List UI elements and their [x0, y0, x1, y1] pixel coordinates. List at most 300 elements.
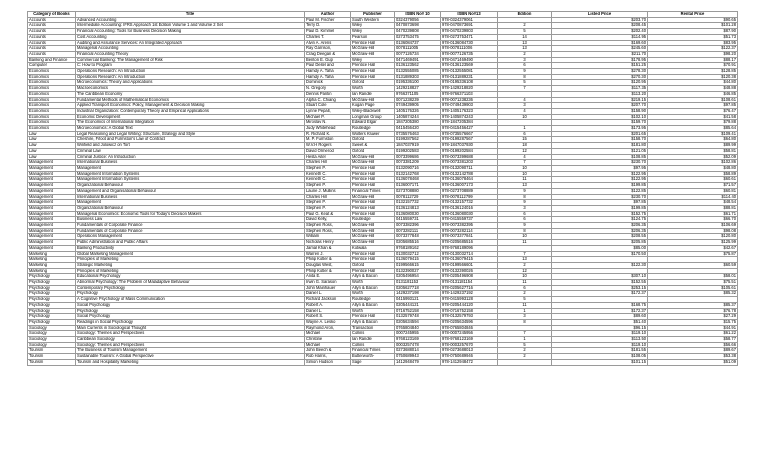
author-cell[interactable]: Kenneth C. [305, 171, 351, 177]
edition-cell[interactable]: 6 [498, 217, 552, 223]
isbn13-cell[interactable]: 978-0205685516 [441, 240, 498, 246]
isbn13-cell[interactable]: 978-0007245956 [441, 331, 498, 337]
isbn13-cell[interactable]: 978-0073282114 [441, 228, 498, 234]
listed-price-cell[interactable]: $172.37 [552, 291, 648, 297]
listed-price-cell[interactable]: $121.05 [552, 148, 648, 154]
publisher-cell[interactable]: Prentice Hall [351, 314, 395, 320]
category-cell[interactable]: Tourism [28, 359, 76, 365]
publisher-cell[interactable]: Prentice Hall [351, 63, 395, 69]
publisher-cell[interactable]: McGraw-Hill [351, 240, 395, 246]
title-cell[interactable]: Public Administration and Public Affairs [76, 240, 305, 246]
category-cell[interactable]: Economics [28, 97, 76, 103]
listed-price-cell[interactable]: $113.20 [552, 91, 648, 97]
isbn10-cell[interactable]: 9768123169 [395, 337, 441, 343]
isbn13-cell[interactable]: 978-0077126735 [441, 51, 498, 57]
column-header-rental-price[interactable]: Rental Price [648, 12, 738, 18]
title-cell[interactable]: Fundamentals of Corporate Finance [76, 228, 305, 234]
isbn10-cell[interactable]: 0750689943 [395, 354, 441, 360]
edition-cell[interactable]: 2 [498, 51, 552, 57]
isbn10-cell[interactable]: 0470239808 [395, 29, 441, 35]
publisher-cell[interactable]: McGraw-Hill [351, 234, 395, 240]
isbn13-cell[interactable]: 978-1405176323 [441, 108, 498, 114]
isbn13-cell[interactable]: 978-1405874243 [441, 114, 498, 120]
author-cell[interactable]: Raymond Aron, [305, 325, 351, 331]
column-header-publisher[interactable]: Publisher [351, 12, 395, 18]
author-cell[interactable]: Paul Deitel and [305, 63, 351, 69]
category-cell[interactable]: Law [28, 131, 76, 137]
publisher-cell[interactable]: Prentice Hall [351, 165, 395, 171]
isbn10-cell[interactable]: 0735576463 [395, 131, 441, 137]
author-cell[interactable]: John Mainhauer [305, 285, 351, 291]
isbn13-cell[interactable]: 978-0136079415 [441, 257, 498, 263]
category-cell[interactable]: Banking and Finance [28, 57, 76, 63]
publisher-cell[interactable]: Collins [351, 331, 395, 337]
author-cell[interactable]: Hamdy A. Taha [305, 69, 351, 75]
author-cell[interactable]: Dennis Pantin [305, 91, 351, 97]
rental-price-cell[interactable]: $85.32 [648, 291, 738, 297]
isbn10-cell[interactable]: 0324379056 [395, 17, 441, 23]
edition-cell[interactable]: 7 [498, 160, 552, 166]
title-cell[interactable]: Winfield and Jolowicz on Tort [76, 143, 305, 149]
title-cell[interactable]: International Business [76, 160, 305, 166]
isbn13-cell[interactable]: 978-0273753471 [441, 34, 498, 40]
listed-price-cell[interactable]: $170.50 [552, 251, 648, 257]
edition-cell[interactable]: 5 [498, 29, 552, 35]
listed-price-cell[interactable]: $203.70 [552, 17, 648, 23]
isbn10-cell[interactable]: 0136123562 [395, 63, 441, 69]
category-cell[interactable]: Economics [28, 86, 76, 92]
rental-price-cell[interactable]: $101.28 [648, 23, 738, 29]
title-cell[interactable]: A Cognitive Psychology of Mass Communication [76, 297, 305, 303]
author-cell[interactable]: Kenneth C. [305, 177, 351, 183]
publisher-cell[interactable]: Prentice Hall [351, 251, 395, 257]
category-cell[interactable]: Tourism [28, 354, 76, 360]
rental-price-cell[interactable]: $44.80 [648, 80, 738, 86]
rental-price-cell[interactable]: $27.29 [648, 314, 738, 320]
author-cell[interactable]: Philip Kotler & [305, 257, 351, 263]
edition-cell[interactable]: 2 [498, 348, 552, 354]
category-cell[interactable]: Management [28, 183, 76, 189]
isbn13-cell[interactable]: 978-0131889231 [441, 74, 498, 80]
rental-price-cell[interactable]: $44.91 [648, 325, 738, 331]
rental-price-cell[interactable]: $83.95 [648, 40, 738, 46]
listed-price-cell[interactable]: $245.60 [552, 46, 648, 52]
isbn13-cell[interactable]: 978-0749439903 [441, 103, 498, 109]
category-cell[interactable]: Accounts [28, 34, 76, 40]
listed-price-cell[interactable]: $96.15 [552, 325, 648, 331]
listed-price-cell[interactable]: $124.75 [552, 217, 648, 223]
category-cell[interactable]: Sociology [28, 342, 76, 348]
publisher-cell[interactable]: Oxford [351, 137, 395, 143]
rental-price-cell[interactable]: $64.80 [648, 137, 738, 143]
title-cell[interactable]: Sociology: Themes and Perspectives [76, 331, 305, 337]
isbn10-cell[interactable]: 0073382396 [395, 223, 441, 229]
rental-price-cell[interactable]: $15.75 [648, 319, 738, 325]
edition-cell[interactable]: 9 [498, 223, 552, 229]
author-cell[interactable]: Alvin A. Arens [305, 40, 351, 46]
listed-price-cell[interactable]: $122.95 [552, 177, 648, 183]
isbn13-cell[interactable]: 978-0136007173 [441, 183, 498, 189]
isbn10-cell[interactable]: 0136084737 [395, 40, 441, 46]
isbn13-cell[interactable]: 978-1847037930 [441, 143, 498, 149]
category-cell[interactable]: Economics [28, 80, 76, 86]
listed-price-cell[interactable]: $178.95 [552, 57, 648, 63]
author-cell[interactable]: Benton E. Gup [305, 57, 351, 63]
rental-price-cell[interactable]: $109.41 [648, 131, 738, 137]
publisher-cell[interactable]: Financial Times [351, 348, 395, 354]
edition-cell[interactable]: 6 [498, 211, 552, 217]
title-cell[interactable]: Microeconomics: Theory and Applications [76, 80, 305, 86]
publisher-cell[interactable]: Oxford [351, 262, 395, 268]
author-cell[interactable]: Ray Garrison, [305, 46, 351, 52]
category-cell[interactable]: Marketing [28, 257, 76, 263]
isbn13-cell[interactable]: 978-0132579793 [441, 314, 498, 320]
isbn10-cell[interactable]: 0205627718 [395, 285, 441, 291]
listed-price-cell[interactable]: $158.90 [552, 108, 648, 114]
edition-cell[interactable]: 2 [498, 23, 552, 29]
edition-cell[interactable]: 4 [498, 108, 552, 114]
isbn13-cell[interactable]: 978-0199202584 [441, 148, 498, 154]
edition-cell[interactable]: 7 [498, 86, 552, 92]
isbn10-cell[interactable]: 0073381209 [395, 160, 441, 166]
title-cell[interactable]: Management Information Systems [76, 177, 305, 183]
edition-cell[interactable]: 5 [498, 342, 552, 348]
isbn13-cell[interactable]: 978-0073382395 [441, 223, 498, 229]
isbn10-cell[interactable]: 0078112729 [395, 194, 441, 200]
rental-price-cell[interactable]: $42.67 [648, 245, 738, 251]
title-cell[interactable]: Commercial Banking: The Management of Risk [76, 57, 305, 63]
edition-cell[interactable]: 1 [498, 337, 552, 343]
publisher-cell[interactable]: Worth [351, 291, 395, 297]
isbn10-cell[interactable]: 0136124813 [395, 205, 441, 211]
category-cell[interactable]: Psychology [28, 308, 76, 314]
category-cell[interactable]: Psychology [28, 291, 76, 297]
isbn13-cell[interactable]: 978-0205634596 [441, 319, 498, 325]
isbn10-cell[interactable]: 0716752158 [395, 308, 441, 314]
rental-price-cell[interactable]: $70.91 [648, 63, 738, 69]
rental-price-cell[interactable]: $125.99 [648, 240, 738, 246]
listed-price-cell[interactable]: $208.45 [552, 23, 648, 29]
isbn10-cell[interactable]: 0136078468 [395, 177, 441, 183]
listed-price-cell[interactable]: $89.60 [552, 314, 648, 320]
category-cell[interactable]: Economics [28, 74, 76, 80]
title-cell[interactable]: Industrial Organization: Contemporary Theory and Empirical Applications [76, 108, 305, 114]
isbn10-cell[interactable]: 0132555085 [395, 69, 441, 75]
author-cell[interactable]: Judy Whitehead [305, 126, 351, 132]
isbn13-cell[interactable]: 978-0195336108 [441, 80, 498, 86]
publisher-cell[interactable]: Routledge [351, 217, 395, 223]
rental-price-cell[interactable]: $61.71 [648, 211, 738, 217]
edition-cell[interactable]: 13 [498, 257, 552, 263]
category-cell[interactable]: Management [28, 205, 76, 211]
category-cell[interactable]: Economics [28, 69, 76, 75]
rental-price-cell[interactable]: $61.22 [648, 331, 738, 337]
isbn10-cell[interactable]: 0415456420 [395, 126, 441, 132]
isbn10-cell[interactable]: 0471469491 [395, 57, 441, 63]
author-cell[interactable]: Terry D. [305, 23, 351, 29]
rental-price-cell[interactable]: $58.77 [648, 337, 738, 343]
title-cell[interactable]: The Caribbean Economy [76, 91, 305, 97]
edition-cell[interactable]: 13 [498, 40, 552, 46]
listed-price-cell[interactable]: $151.25 [552, 63, 648, 69]
title-cell[interactable]: Management Information Systems [76, 171, 305, 177]
isbn13-cell[interactable]: 978-0078111006 [441, 46, 498, 52]
title-cell[interactable]: The Economics of International Integration [76, 120, 305, 126]
isbn10-cell[interactable]: 0205444121 [395, 302, 441, 308]
edition-cell[interactable]: 11 [498, 240, 552, 246]
publisher-cell[interactable]: Prentice Hall [351, 40, 395, 46]
isbn10-cell[interactable]: 9766371105 [395, 91, 441, 97]
category-cell[interactable]: Management [28, 200, 76, 206]
listed-price-cell[interactable]: $208.55 [552, 234, 648, 240]
isbn13-cell[interactable]: 978-0199566601 [441, 262, 498, 268]
title-cell[interactable]: Management [76, 200, 305, 206]
author-cell[interactable]: Rob Harris, [305, 354, 351, 360]
listed-price-cell[interactable]: $119.10 [552, 331, 648, 337]
rental-price-cell[interactable]: $66.70 [648, 217, 738, 223]
isbn10-cell[interactable]: 0273708880 [395, 188, 441, 194]
publisher-cell[interactable]: McGraw-Hill [351, 228, 395, 234]
title-cell[interactable]: International Business [76, 194, 305, 200]
author-cell[interactable]: Hamdy A. Taha [305, 74, 351, 80]
listed-price-cell[interactable]: $152.55 [552, 280, 648, 286]
listed-price-cell[interactable]: $97.95 [552, 165, 648, 171]
edition-cell[interactable]: 1 [498, 126, 552, 132]
rental-price-cell[interactable]: $85.64 [648, 126, 738, 132]
listed-price-cell[interactable]: $102.10 [552, 114, 648, 120]
isbn13-cell[interactable]: 978-0205444120 [441, 302, 498, 308]
author-cell[interactable]: Charles T. [305, 34, 351, 40]
rental-price-cell[interactable]: $120.38 [648, 74, 738, 80]
isbn13-cell[interactable]: 978-0136123569 [441, 63, 498, 69]
rental-price-cell[interactable]: $60.59 [648, 262, 738, 268]
isbn13-cell[interactable]: 978-1429237192 [441, 291, 498, 297]
category-cell[interactable]: Management [28, 211, 76, 217]
listed-price-cell[interactable]: $108.85 [552, 154, 648, 160]
isbn13-cell[interactable]: 978-0003257670 [441, 342, 498, 348]
title-cell[interactable]: Fundamentals of Corporate Finance [76, 223, 305, 229]
edition-cell[interactable]: 2 [498, 262, 552, 268]
publisher-cell[interactable]: Allyn & Bacon [351, 302, 395, 308]
author-cell[interactable]: Anita E. [305, 274, 351, 280]
author-cell[interactable]: Michael [305, 331, 351, 337]
publisher-cell[interactable]: Edward Elgar [351, 120, 395, 126]
author-cell[interactable]: Craig Deegan & [305, 51, 351, 57]
author-cell[interactable]: Charles Hill [305, 160, 351, 166]
author-cell[interactable]: Wayne A. Lesko [305, 319, 351, 325]
edition-cell[interactable]: 12 [498, 148, 552, 154]
edition-cell[interactable]: 3 [498, 103, 552, 109]
category-cell[interactable]: Marketing [28, 262, 76, 268]
listed-price-cell[interactable]: $199.85 [552, 183, 648, 189]
author-cell[interactable]: Richard Jackson [305, 297, 351, 303]
isbn10-cell[interactable]: 0078111005 [395, 46, 441, 52]
category-cell[interactable]: Accounts [28, 40, 76, 46]
isbn10-cell[interactable]: 1405874244 [395, 114, 441, 120]
rental-price-cell[interactable]: $60.81 [648, 188, 738, 194]
edition-cell[interactable]: 10 [498, 274, 552, 280]
publisher-cell[interactable]: Oxford [351, 148, 395, 154]
rental-price-cell[interactable]: $97.85 [648, 103, 738, 109]
rental-price-cell[interactable]: $128.85 [648, 69, 738, 75]
rental-price-cell[interactable]: $108.61 [648, 97, 738, 103]
category-cell[interactable]: Psychology [28, 302, 76, 308]
author-cell[interactable]: Warren J. [305, 251, 351, 257]
title-cell[interactable]: Business Law [76, 217, 305, 223]
author-cell[interactable]: W.V.H Rogers [305, 143, 351, 149]
edition-cell[interactable]: 8 [498, 319, 552, 325]
category-cell[interactable]: Sociology [28, 331, 76, 337]
column-header-listed-price[interactable]: Listed Price [552, 12, 648, 18]
category-cell[interactable]: Marketing [28, 251, 76, 257]
rental-price-cell[interactable]: $76.78 [648, 308, 738, 314]
listed-price-cell[interactable]: $51.40 [552, 319, 648, 325]
category-cell[interactable]: Sociology [28, 325, 76, 331]
category-cell[interactable]: Psychology [28, 314, 76, 320]
category-cell[interactable]: Law [28, 148, 76, 154]
rental-price-cell[interactable]: $52.09 [648, 154, 738, 160]
publisher-cell[interactable]: Worth [351, 280, 395, 286]
author-cell[interactable]: Daniel L. [305, 308, 351, 314]
rental-price-cell[interactable]: $56.66 [648, 342, 738, 348]
table-row[interactable] [28, 359, 738, 365]
isbn13-cell[interactable]: 978-0415456427 [441, 126, 498, 132]
category-cell[interactable]: Management [28, 240, 76, 246]
category-cell[interactable]: Psychology [28, 274, 76, 280]
category-cell[interactable]: Law [28, 137, 76, 143]
publisher-cell[interactable]: Transaction [351, 325, 395, 331]
isbn13-cell[interactable]: 978-0273708889 [441, 188, 498, 194]
edition-cell[interactable]: 4 [498, 97, 552, 103]
rental-price-cell[interactable]: $89.99 [648, 143, 738, 149]
title-cell[interactable]: Managerial Accounting [76, 46, 305, 52]
author-cell[interactable]: Stephen P. [305, 165, 351, 171]
isbn13-cell[interactable]: 978-0470873691 [441, 23, 498, 29]
title-cell[interactable]: C: How to Program [76, 63, 305, 69]
listed-price-cell[interactable]: $201.65 [552, 131, 648, 137]
author-cell[interactable]: Paul G. Keat & [305, 211, 351, 217]
isbn10-cell[interactable]: 0077126734 [395, 51, 441, 57]
edition-cell[interactable]: 9 [498, 200, 552, 206]
title-cell[interactable]: Operations Research: An Introduction [76, 74, 305, 80]
publisher-cell[interactable]: McGraw-Hill [351, 194, 395, 200]
listed-price-cell[interactable]: $85.00 [552, 245, 648, 251]
isbn10-cell[interactable]: 0205496954 [395, 274, 441, 280]
author-cell[interactable]: Philip Kotler & [305, 268, 351, 274]
publisher-cell[interactable]: Prentice Hall [351, 257, 395, 263]
rental-price-cell[interactable]: $46.85 [648, 91, 738, 97]
title-cell[interactable]: Educational Psychology [76, 274, 305, 280]
title-cell[interactable]: Financial Accounting: Tools for Business Decision Making [76, 29, 305, 35]
edition-cell[interactable]: 10 [498, 234, 552, 240]
publisher-cell[interactable]: Allyn & Bacon [351, 285, 395, 291]
isbn13-cell[interactable]: 978-0132090711 [441, 165, 498, 171]
title-cell[interactable]: Macroeconomics [76, 86, 305, 92]
publisher-cell[interactable]: McGraw-Hill [351, 51, 395, 57]
author-cell[interactable]: Paul M. Fischer [305, 17, 351, 23]
isbn13-cell[interactable]: 978-0073377841 [441, 234, 498, 240]
rental-price-cell[interactable]: $48.80 [648, 165, 738, 171]
listed-price-cell[interactable]: $119.10 [552, 342, 648, 348]
title-cell[interactable]: Tourism and Hospitality Marketing [76, 359, 305, 365]
isbn13-cell[interactable]: 978-0136084730 [441, 40, 498, 46]
title-cell[interactable]: Management [76, 165, 305, 171]
category-cell[interactable]: Psychology [28, 285, 76, 291]
author-cell[interactable]: N. Gregory [305, 86, 351, 92]
isbn13-cell[interactable]: 978-9766371103 [441, 91, 498, 97]
isbn10-cell[interactable]: 0132142768 [395, 171, 441, 177]
isbn10-cell[interactable]: 0132157732 [395, 200, 441, 206]
category-cell[interactable]: Economics [28, 103, 76, 109]
isbn13-cell[interactable]: 978-0132555081 [441, 69, 498, 75]
isbn10-cell[interactable]: 0205634594 [395, 319, 441, 325]
category-cell[interactable]: Accounts [28, 29, 76, 35]
isbn10-cell[interactable]: 1405176326 [395, 108, 441, 114]
title-cell[interactable]: Operations Management [76, 234, 305, 240]
edition-cell[interactable]: 10 [498, 165, 552, 171]
author-cell[interactable]: Miroslav N. [305, 120, 351, 126]
author-cell[interactable]: Stephen Ross, [305, 228, 351, 234]
column-header-isbn13[interactable]: ISBN No#13 [441, 12, 498, 18]
listed-price-cell[interactable]: $120.95 [552, 80, 648, 86]
rental-price-cell[interactable]: $120.80 [648, 234, 738, 240]
listed-price-cell[interactable]: $122.85 [552, 188, 648, 194]
title-cell[interactable]: Operations Research: An Introduction [76, 69, 305, 75]
category-cell[interactable]: Psychology [28, 297, 76, 303]
listed-price-cell[interactable]: $108.05 [552, 354, 648, 360]
rental-price-cell[interactable]: $75.87 [648, 251, 738, 257]
title-cell[interactable]: Psychology [76, 291, 305, 297]
category-cell[interactable]: Management [28, 177, 76, 183]
title-cell[interactable]: Readings in Social Psychology [76, 319, 305, 325]
publisher-cell[interactable]: Financial Times [351, 188, 395, 194]
rental-price-cell[interactable]: $75.51 [648, 280, 738, 286]
publisher-cell[interactable]: Allyn & Bacon [351, 319, 395, 325]
edition-cell[interactable]: 7 [498, 331, 552, 337]
edition-cell[interactable]: 6 [498, 131, 552, 137]
edition-cell[interactable]: 8 [498, 228, 552, 234]
rental-price-cell[interactable]: $87.90 [648, 29, 738, 35]
isbn13-cell[interactable]: 978-0205627716 [441, 285, 498, 291]
publisher-cell[interactable]: Wiley [351, 57, 395, 63]
title-cell[interactable]: Advanced Accounting [76, 17, 305, 23]
author-cell[interactable]: Paul D. Kimmel [305, 29, 351, 35]
edition-cell[interactable]: 6 [498, 285, 552, 291]
listed-price-cell[interactable]: $307.10 [552, 274, 648, 280]
listed-price-cell[interactable]: $172.37 [552, 308, 648, 314]
edition-cell[interactable]: 13 [498, 183, 552, 189]
rental-price-cell[interactable]: $79.88 [648, 120, 738, 126]
author-cell[interactable]: David Kelly, [305, 217, 351, 223]
rental-price-cell[interactable]: $88.17 [648, 57, 738, 63]
category-cell[interactable]: Sociology [28, 337, 76, 343]
listed-price-cell[interactable]: $113.50 [552, 337, 648, 343]
rental-price-cell[interactable]: $51.09 [648, 359, 738, 365]
title-cell[interactable]: Banking Productivity [76, 245, 305, 251]
listed-price-cell[interactable]: $122.30 [552, 262, 648, 268]
category-cell[interactable]: Management [28, 234, 76, 240]
isbn13-cell[interactable]: 978-1429218820 [441, 86, 498, 92]
listed-price-cell[interactable]: $270.30 [552, 74, 648, 80]
isbn13-cell[interactable]: 978-0071238236 [441, 97, 498, 103]
publisher-cell[interactable]: Prentice Hall [351, 211, 395, 217]
category-cell[interactable]: Management [28, 194, 76, 200]
title-cell[interactable]: Sustainable Tourism: A Global Perspective [76, 354, 305, 360]
listed-price-cell[interactable]: $181.80 [552, 143, 648, 149]
rental-price-cell[interactable]: $48.88 [648, 86, 738, 92]
publisher-cell[interactable]: Kogan Page [351, 103, 395, 109]
title-cell[interactable]: Organizational Behaviour [76, 205, 305, 211]
